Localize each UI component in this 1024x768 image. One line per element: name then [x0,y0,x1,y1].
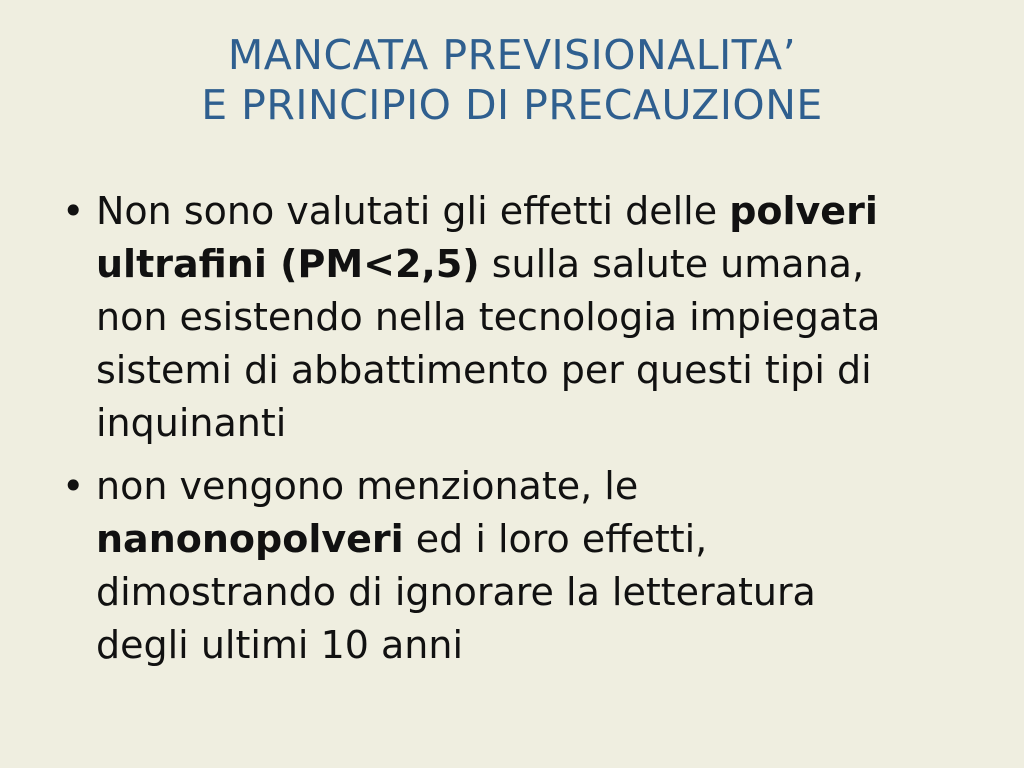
bullet-icon: • [62,189,85,233]
slide-title-line-2: E PRINCIPIO DI PRECAUZIONE [201,81,823,130]
list-item [52,185,932,450]
bullet-text-2: non vengono menzionate, le nanonopolveri ed i loro effetti, dimostrando di ignorare la letteratura degli ultimi 10 anni [96,464,816,667]
list-item [52,460,932,672]
bullet-text-1: Non sono valutati gli effetti delle polveri ultrafini (PM<2,5) sulla salute umana, non esistendo nella tecnologia impiegata sistemi di abbattimento per questi tipi di inquinanti [96,189,881,445]
slide-title-line-1: MANCATA PREVISIONALITA’ [227,31,797,79]
bullet-icon: • [62,464,85,508]
slide-body [52,185,932,682]
slide-title [60,30,964,130]
